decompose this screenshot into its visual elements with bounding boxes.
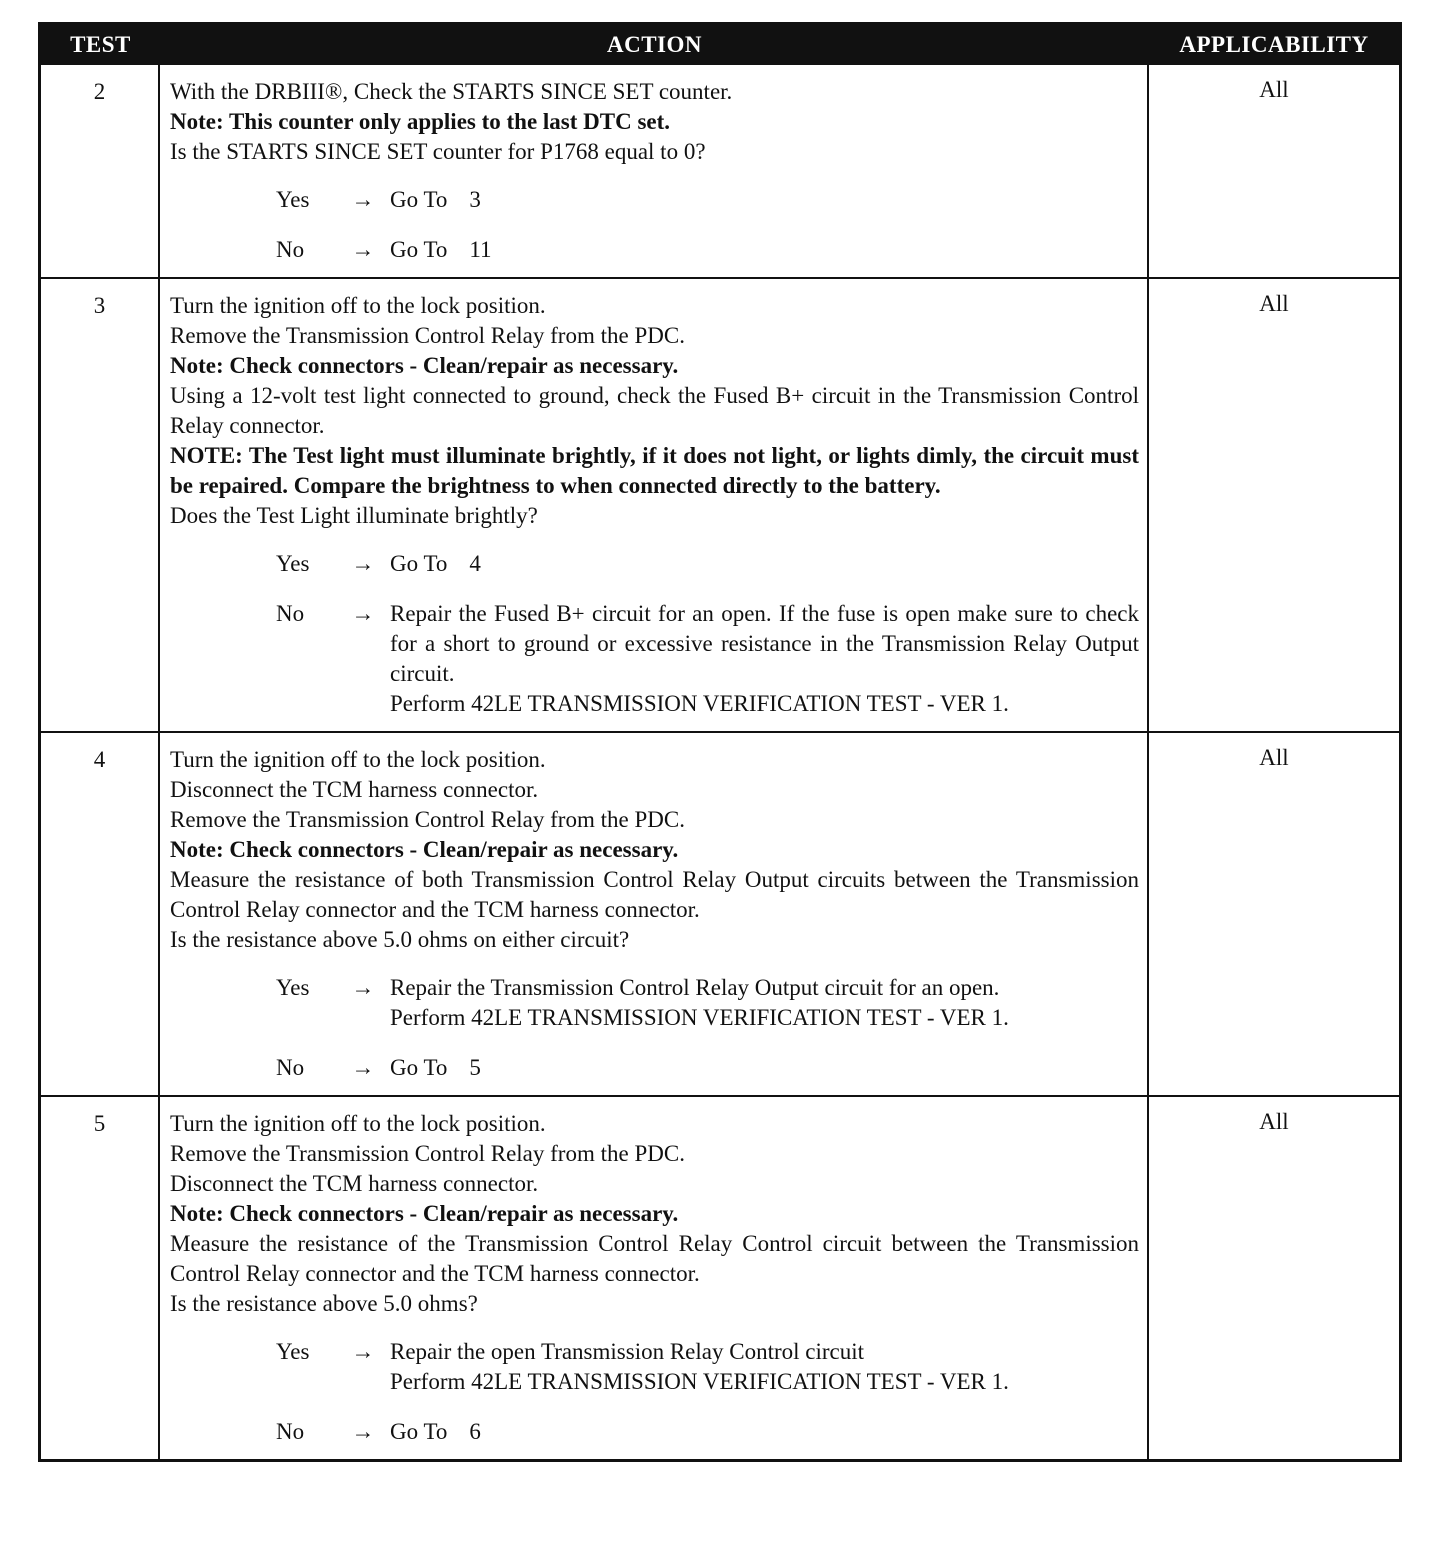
arrow-right-icon: → xyxy=(351,975,375,1000)
action-step: Turn the ignition off to the lock position. xyxy=(170,747,546,772)
branch-answer: Yes xyxy=(276,975,310,1000)
action-step: Remove the Transmission Control Relay from the PDC. xyxy=(170,1141,685,1166)
header-action: ACTION xyxy=(606,32,702,57)
note-text: Note: Check connectors - Clean/repair as necessary. xyxy=(170,353,679,378)
verification-instruction: Perform 42LE TRANSMISSION VERIFICATION TEST - VER 1. xyxy=(390,1005,1009,1030)
repair-instruction: Repair the Fused B+ circuit for an open. If the fuse is open make sure to check for a short to ground or excessive resistance in the Transmission Relay Output circuit. xyxy=(390,601,1139,686)
branch-answer: Yes xyxy=(276,1339,310,1364)
action-cell xyxy=(160,1097,1149,1459)
action-cell xyxy=(160,279,1149,731)
branch-answer: Yes xyxy=(276,187,310,212)
branch-result xyxy=(390,973,1139,1033)
note-text: NOTE: The Test light must illuminate brightly, if it does not light, or lights dimly, the circuit must be repaired. Compare the brightness to when connected directly to the battery. xyxy=(170,443,1139,498)
goto-number: 6 xyxy=(469,1419,481,1444)
branch-result xyxy=(390,1053,1139,1083)
arrow-right-icon: → xyxy=(351,237,375,262)
test-number: 4 xyxy=(41,733,160,1095)
goto-label: Go To xyxy=(390,187,448,212)
branch-result xyxy=(390,599,1139,719)
branch-result xyxy=(390,549,1139,579)
applicability-value: All xyxy=(1259,291,1289,316)
action-cell xyxy=(160,733,1149,1095)
branch-yes xyxy=(170,1337,1139,1397)
goto-number: 3 xyxy=(469,187,481,212)
goto-number: 5 xyxy=(469,1055,481,1080)
action-step: Using a 12-volt test light connected to ground, check the Fused B+ circuit in the Transmission Control Relay connector. xyxy=(170,383,1139,438)
applicability-value: All xyxy=(1259,1109,1289,1134)
action-step: Does the Test Light illuminate brightly? xyxy=(170,503,538,528)
action-step: Turn the ignition off to the lock position. xyxy=(170,1111,546,1136)
branch-result xyxy=(390,235,1139,265)
action-step: Measure the resistance of both Transmission Control Relay Output circuits between the Transmission Control Relay connector and the TCM harness connector. xyxy=(170,867,1139,922)
branch-yes xyxy=(170,185,1139,215)
table-row xyxy=(41,277,1399,731)
branch-no xyxy=(170,1417,1139,1447)
branch-answer: No xyxy=(276,1055,305,1080)
applicability-value: All xyxy=(1259,77,1289,102)
test-number: 5 xyxy=(41,1097,160,1459)
action-step: With the DRBIII®, Check the STARTS SINCE SET counter. xyxy=(170,79,733,104)
action-step: Measure the resistance of the Transmission Control Relay Control circuit between the Transmission Control Relay connector and the TCM harness connector. xyxy=(170,1231,1139,1286)
table-row xyxy=(41,1095,1399,1459)
goto-label: Go To xyxy=(390,1419,448,1444)
branch-result xyxy=(390,1417,1139,1447)
verification-instruction: Perform 42LE TRANSMISSION VERIFICATION TEST - VER 1. xyxy=(390,691,1009,716)
header-test: TEST xyxy=(70,32,131,57)
action-step: Remove the Transmission Control Relay from the PDC. xyxy=(170,323,685,348)
branch-result xyxy=(390,1337,1139,1397)
action-step: Remove the Transmission Control Relay from the PDC. xyxy=(170,807,685,832)
action-step: Turn the ignition off to the lock position. xyxy=(170,293,546,318)
branch-yes xyxy=(170,973,1139,1033)
table-row xyxy=(41,65,1399,277)
test-number: 3 xyxy=(41,279,160,731)
diagnostic-test-table xyxy=(38,22,1402,1462)
branch-answer: No xyxy=(276,601,305,626)
branch-no xyxy=(170,1053,1139,1083)
goto-number: 11 xyxy=(469,237,492,262)
goto-label: Go To xyxy=(390,237,448,262)
note-text: Note: Check connectors - Clean/repair as necessary. xyxy=(170,1201,679,1226)
arrow-right-icon: → xyxy=(351,1419,375,1444)
action-step: Is the resistance above 5.0 ohms? xyxy=(170,1291,478,1316)
table-body xyxy=(41,65,1399,1459)
action-step: Is the resistance above 5.0 ohms on either circuit? xyxy=(170,927,630,952)
branch-answer: No xyxy=(276,1419,305,1444)
applicability-value: All xyxy=(1259,745,1289,770)
arrow-right-icon: → xyxy=(351,601,375,626)
header-applicability: APPLICABILITY xyxy=(1179,32,1369,57)
branch-result xyxy=(390,185,1139,215)
note-text: Note: Check connectors - Clean/repair as necessary. xyxy=(170,837,679,862)
action-step: Is the STARTS SINCE SET counter for P1768 equal to 0? xyxy=(170,139,706,164)
action-step: Disconnect the TCM harness connector. xyxy=(170,777,539,802)
goto-number: 4 xyxy=(469,551,481,576)
goto-label: Go To xyxy=(390,551,448,576)
table-row xyxy=(41,731,1399,1095)
action-step: Disconnect the TCM harness connector. xyxy=(170,1171,539,1196)
branch-answer: Yes xyxy=(276,551,310,576)
verification-instruction: Perform 42LE TRANSMISSION VERIFICATION TEST - VER 1. xyxy=(390,1369,1009,1394)
branch-no xyxy=(170,235,1139,265)
branch-yes xyxy=(170,549,1139,579)
repair-instruction: Repair the Transmission Control Relay Output circuit for an open. xyxy=(390,975,1000,1000)
arrow-right-icon: → xyxy=(351,1055,375,1080)
arrow-right-icon: → xyxy=(351,1339,375,1364)
note-text: Note: This counter only applies to the last DTC set. xyxy=(170,109,671,134)
branch-answer: No xyxy=(276,237,305,262)
arrow-right-icon: → xyxy=(351,187,375,212)
repair-instruction: Repair the open Transmission Relay Control circuit xyxy=(390,1339,865,1364)
goto-label: Go To xyxy=(390,1055,448,1080)
test-number: 2 xyxy=(41,65,160,277)
branch-no xyxy=(170,599,1139,719)
arrow-right-icon: → xyxy=(351,551,375,576)
action-cell xyxy=(160,65,1149,277)
table-header xyxy=(41,25,1399,65)
